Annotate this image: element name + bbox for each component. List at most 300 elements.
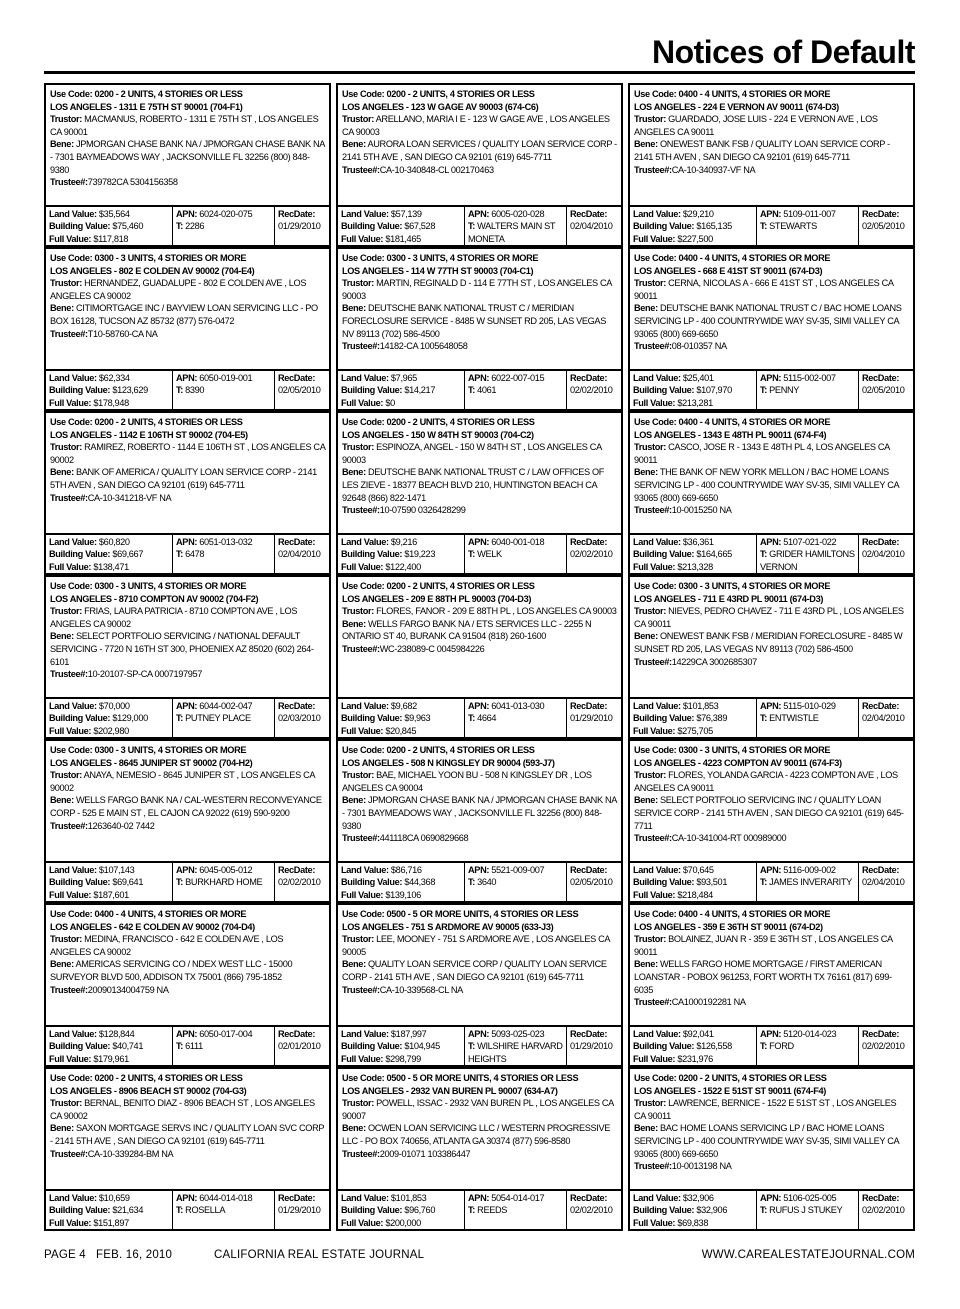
use-code: Use Code: 0200 - 2 UNITS, 4 STORIES OR LESS: [50, 89, 243, 99]
apn-value: 5093-025-023: [491, 1029, 545, 1039]
apn-value: 6044-014-018: [199, 1193, 253, 1203]
bene-value: DEUTSCHE BANK NATIONAL TRUST C / MERIDIAN FORECLOSURE SERVICE - 8485 W SUNSET RD 205, LAS VEGAS NV 89113 (702) 586-4500: [342, 303, 606, 339]
notice-values: [46, 1025, 329, 1065]
trustor-label: Trustor:: [634, 770, 666, 781]
notice-body: [630, 1069, 913, 1194]
trustor-label: Trustor:: [634, 1098, 666, 1109]
trustor-value: MARTIN, REGINALD D - 114 E 77TH ST , LOS ANGELES CA 90003: [342, 278, 612, 301]
trustor-value: MEDINA, FRANCISCO - 642 E COLDEN AVE , LOS ANGELES CA 90002: [50, 934, 284, 957]
recdate-label-line: [570, 1192, 618, 1204]
land-value-line: [341, 1028, 461, 1040]
building-value-line: [633, 1040, 753, 1052]
land-value: $35,564: [98, 209, 130, 219]
trustor-label: Trustor:: [342, 770, 374, 781]
trustor-value: CERNA, NICOLAS A - 666 E 41ST ST , LOS ANGELES CA 90011: [634, 278, 894, 301]
building-value-line: [341, 876, 461, 888]
land-value-line: [49, 1028, 169, 1040]
recdate-value: 02/05/2010: [570, 877, 613, 888]
trustee-line: [634, 164, 909, 177]
full-value-line: [633, 1053, 753, 1065]
full-value-label: Full Value:: [633, 1217, 676, 1228]
apn-value: 5107-021-022: [783, 537, 837, 547]
bene-label: Bene:: [342, 1123, 366, 1134]
use-code: Use Code: 0200 - 2 UNITS, 4 STORIES OR LESS: [50, 1073, 243, 1083]
recdate-cell: [274, 207, 329, 245]
use-code: Use Code: 0200 - 2 UNITS, 4 STORIES OR LESS: [342, 581, 535, 591]
land-value-line: [633, 208, 753, 220]
trustor-line: [634, 933, 909, 958]
notice-values: [338, 697, 621, 737]
notice-card: [44, 739, 331, 903]
use-code: Use Code: 0300 - 3 UNITS, 4 STORIES OR MORE: [342, 253, 539, 263]
trustor-line: [342, 933, 617, 958]
building-value: $14,217: [404, 385, 436, 396]
bene-value: JPMORGAN CHASE BANK NA / JPMORGAN CHASE BANK NA - 7301 BAYMEADOWS WAY , JACKSONVILLE FL 32256 (800) 848-9380: [50, 139, 325, 175]
notice-values: [46, 369, 329, 409]
apn-line: [176, 372, 271, 384]
recdate-cell: [274, 371, 329, 409]
tract-label: T:: [760, 1205, 767, 1216]
notice-body: [338, 1069, 621, 1194]
property-address: LOS ANGELES - 642 E COLDEN AV 90002 (704-D4): [50, 921, 255, 932]
footer-website-link[interactable]: WWW.CAREALESTATEJOURNAL.COM: [701, 1249, 915, 1261]
building-value-line: [49, 548, 169, 560]
bene-label: Bene:: [50, 467, 74, 478]
bene-label: Bene:: [634, 631, 658, 642]
notice-values: [338, 533, 621, 573]
full-value-line: [633, 561, 753, 573]
recdate-label: RecDate:: [570, 373, 608, 383]
apn-label: APN:: [760, 373, 782, 383]
notice-values: [338, 861, 621, 901]
trustor-value: GUARDADO, JOSE LUIS - 224 E VERNON AVE , LOS ANGELES CA 90011: [634, 114, 878, 137]
trustor-line: [634, 441, 909, 466]
apn-cell: [464, 535, 566, 573]
tract-value: WELK: [477, 549, 502, 560]
notice-card: [336, 903, 623, 1067]
apn-label: APN:: [468, 1193, 490, 1203]
trustee-value: CA1000192281 NA: [671, 997, 746, 1008]
property-address: LOS ANGELES - 2932 VAN BUREN PL 90007 (634-A7): [342, 1085, 558, 1096]
apn-label: APN:: [176, 1193, 198, 1203]
property-address: LOS ANGELES - 711 E 43RD PL 90011 (674-D3): [634, 593, 824, 604]
use-code: Use Code: 0200 - 2 UNITS, 4 STORIES OR LESS: [634, 1073, 827, 1083]
building-value-line: [341, 384, 461, 396]
building-value-label: Building Value:: [49, 385, 111, 396]
full-value-label: Full Value:: [341, 1053, 384, 1064]
recdate-value: 02/02/2010: [570, 385, 613, 396]
recdate-label-line: [278, 700, 326, 712]
building-value-line: [633, 548, 753, 560]
apn-cell: [756, 1191, 858, 1229]
bene-value: THE BANK OF NEW YORK MELLON / BAC HOME LOANS SERVICING LP - 400 COUNTRYWIDE WAY SV-35, SIMI VALLEY CA 93065 (800) 669-6650: [634, 467, 899, 503]
land-value-line: [49, 1192, 169, 1204]
trustor-line: [50, 769, 325, 794]
recdate-label: RecDate:: [570, 1193, 608, 1203]
trustor-line: [634, 277, 909, 302]
bene-value: WELLS FARGO BANK NA / ETS SERVICES LLC - 2255 N ONTARIO ST 40, BURANK CA 91504 (818) 260-1600: [342, 618, 592, 642]
full-value-line: [49, 889, 169, 901]
trustor-value: NIEVES, PEDRO CHAVEZ - 711 E 43RD PL , LOS ANGELES CA 90011: [634, 606, 904, 629]
apn-label: APN:: [760, 1193, 782, 1203]
use-code: Use Code: 0300 - 3 UNITS, 4 STORIES OR MORE: [634, 581, 831, 591]
tract-value: 8390: [185, 385, 205, 396]
land-value-line: [341, 536, 461, 548]
apn-cell: [172, 1191, 274, 1229]
bene-value: AURORA LOAN SERVICES / QUALITY LOAN SERVICE CORP - 2141 5TH AVE , SAN DIEGO CA 92101 (619) 645-7711: [342, 139, 617, 162]
full-value: $178,948: [93, 397, 129, 408]
full-value-label: Full Value:: [49, 889, 92, 900]
land-value-label: Land Value:: [633, 701, 681, 711]
trustor-label: Trustor:: [50, 1098, 82, 1109]
trustee-value: CA-10-340848-CL 002170463: [379, 164, 494, 175]
trustor-value: ESPINOZA, ANGEL - 150 W 84TH ST , LOS ANGELES CA 90003: [342, 442, 602, 465]
building-value: $165,135: [696, 221, 732, 232]
full-value: $69,838: [677, 1217, 709, 1228]
recdate-label: RecDate:: [278, 537, 316, 547]
building-value: $93,501: [696, 877, 728, 888]
apn-cell: [172, 371, 274, 409]
full-value-label: Full Value:: [341, 725, 384, 736]
land-value-label: Land Value:: [633, 1029, 681, 1039]
bene-value: WELLS FARGO BANK NA / CAL-WESTERN RECONVEYANCE CORP - 525 E MAIN ST , EL CAJON CA 92022 (619) 590-9200: [50, 795, 322, 818]
property-address: LOS ANGELES - 114 W 77TH ST 90003 (704-C1): [342, 265, 534, 276]
property-address: LOS ANGELES - 8906 BEACH ST 90002 (704-G3): [50, 1085, 247, 1096]
tract-value: 6111: [185, 1041, 203, 1052]
recdate-cell: [274, 535, 329, 573]
land-value: $36,361: [682, 537, 714, 547]
trustor-line: [50, 113, 325, 138]
bene-value: AMERICAS SERVICING CO / NDEX WEST LLC - 15000 SURVEYOR BLVD 500, ADDISON TX 75001 (866) 795-1852: [50, 959, 293, 982]
values-cell: [338, 1191, 464, 1229]
recdate-label: RecDate:: [862, 209, 900, 219]
building-value-label: Building Value:: [633, 1041, 695, 1052]
footer-date: FEB. 16, 2010: [96, 1249, 173, 1261]
trustor-label: Trustor:: [342, 278, 374, 289]
trustor-value: ANAYA, NEMESIO - 8645 JUNIPER ST , LOS ANGELES CA 90002: [50, 770, 315, 793]
land-value-label: Land Value:: [49, 701, 97, 711]
recdate-cell: [858, 371, 913, 409]
notice-values: [338, 369, 621, 409]
recdate-label: RecDate:: [570, 701, 608, 711]
full-value-label: Full Value:: [633, 889, 676, 900]
notice-card: [44, 247, 331, 411]
trustor-value: FRIAS, LAURA PATRICIA - 8710 COMPTON AVE , LOS ANGELES CA 90002: [50, 606, 298, 629]
trustor-line: [634, 605, 909, 630]
recdate-cell: [274, 863, 329, 901]
land-value-line: [49, 864, 169, 876]
bene-value: BANK OF AMERICA / QUALITY LOAN SERVICE CORP - 2141 5TH AVEN , SAN DIEGO CA 92101 (619) 645-7711: [50, 467, 317, 490]
tract-line: [468, 876, 563, 888]
property-address: LOS ANGELES - 751 S ARDMORE AV 90005 (633-J3): [342, 921, 554, 932]
bene-label: Bene:: [50, 631, 74, 642]
land-value: $10,659: [98, 1193, 130, 1203]
full-value-line: [633, 233, 753, 245]
tract-line: [760, 384, 855, 396]
recdate-cell: [566, 371, 621, 409]
bene-label: Bene:: [634, 139, 658, 150]
apn-line: [468, 700, 563, 712]
building-value: $96,760: [404, 1205, 436, 1216]
building-value: $126,558: [696, 1041, 732, 1052]
land-value-label: Land Value:: [341, 701, 389, 711]
apn-label: APN:: [468, 701, 490, 711]
apn-value: 5054-014-017: [491, 1193, 545, 1203]
notice-values: [338, 1189, 621, 1229]
trustee-value: 739782CA 5304156358: [87, 177, 178, 188]
tract-label: T:: [176, 713, 183, 724]
recdate-label-line: [862, 864, 910, 876]
recdate-cell: [858, 207, 913, 245]
land-value: $92,041: [682, 1029, 714, 1039]
trustor-label: Trustor:: [342, 114, 374, 125]
trustor-value: CASCO, JOSE R - 1343 E 48TH PL 4, LOS ANGELES CA 90011: [634, 442, 890, 465]
recdate-cell: [858, 535, 913, 573]
recdate-cell: [274, 699, 329, 737]
trustor-line: [50, 1097, 325, 1122]
land-value-label: Land Value:: [633, 209, 681, 219]
apn-line: [468, 1028, 563, 1040]
full-value-label: Full Value:: [341, 561, 384, 572]
recdate-label-line: [278, 1192, 326, 1204]
building-value-label: Building Value:: [49, 1041, 111, 1052]
apn-value: 6022-007-015: [491, 373, 545, 383]
building-value: $69,641: [112, 877, 144, 888]
notice-card: [628, 411, 915, 575]
recdate-label-line: [570, 208, 618, 220]
apn-line: [760, 1028, 855, 1040]
full-value: $179,961: [93, 1053, 129, 1064]
notice-values: [630, 1025, 913, 1065]
full-value: $151,897: [93, 1217, 129, 1228]
bene-label: Bene:: [50, 795, 74, 806]
land-value: $7,965: [390, 373, 417, 383]
land-value: $128,844: [98, 1029, 135, 1039]
trustee-value: CA-10-339568-CL NA: [379, 984, 463, 995]
notice-body: [46, 249, 329, 374]
apn-line: [176, 1192, 271, 1204]
full-value-line: [633, 1217, 753, 1229]
land-value: $57,139: [390, 209, 422, 219]
apn-label: APN:: [760, 701, 782, 711]
trustor-label: Trustor:: [634, 606, 666, 617]
building-value-line: [341, 1040, 461, 1052]
bene-value: DEUTSCHE BANK NATIONAL TRUST C / LAW OFFICES OF LES ZIEVE - 18377 BEACH BLVD 210, HUNTINGTON BEACH CA 92648 (866) 822-1471: [342, 467, 605, 503]
land-value-line: [49, 372, 169, 384]
use-code: Use Code: 0300 - 3 UNITS, 4 STORIES OR MORE: [50, 581, 247, 591]
apn-label: APN:: [176, 209, 198, 219]
values-cell: [46, 207, 172, 245]
title-rule: [44, 71, 915, 74]
values-cell: [46, 535, 172, 573]
tract-value: WILSHIRE HARVARD HEIGHTS: [468, 1041, 563, 1064]
property-address: LOS ANGELES - 1343 E 48TH PL 90011 (674-F4): [634, 429, 827, 440]
building-value-label: Building Value:: [49, 549, 111, 560]
tract-label: T:: [760, 549, 767, 560]
full-value-label: Full Value:: [633, 725, 676, 736]
full-value-label: Full Value:: [49, 397, 92, 408]
bene-line: [50, 794, 325, 819]
full-value-line: [49, 233, 169, 245]
full-value: $138,471: [93, 561, 129, 572]
bene-line: [50, 138, 325, 176]
apn-label: APN:: [176, 537, 198, 547]
bene-line: [634, 958, 909, 996]
recdate-value: 02/04/2010: [862, 549, 905, 560]
property-address: LOS ANGELES - 209 E 88TH PL 90003 (704-D3): [342, 593, 532, 604]
trustor-label: Trustor:: [634, 934, 666, 945]
full-value: $20,845: [385, 725, 417, 736]
land-value-line: [49, 536, 169, 548]
tract-value: 6478: [185, 549, 205, 560]
tract-label: T:: [468, 549, 475, 560]
building-value: $19,223: [404, 549, 436, 560]
recdate-value: 02/05/2010: [862, 385, 905, 396]
notice-body: [46, 741, 329, 866]
trustor-line: [50, 441, 325, 466]
tract-line: [760, 220, 855, 232]
trustee-label: Trustee#:: [50, 1148, 88, 1159]
apn-value: 5115-010-029: [783, 701, 836, 711]
recdate-label: RecDate:: [570, 865, 608, 875]
full-value: $200,000: [385, 1217, 421, 1228]
recdate-label-line: [862, 700, 910, 712]
tract-value: WALTERS MAIN ST MONETA: [468, 221, 555, 244]
full-value: $275,705: [677, 725, 713, 736]
full-value-line: [633, 725, 753, 737]
recdate-label: RecDate:: [278, 1193, 316, 1203]
bene-label: Bene:: [50, 959, 74, 970]
tract-line: [176, 384, 271, 396]
trustor-value: MACMANUS, ROBERTO - 1311 E 75TH ST , LOS ANGELES CA 90001: [50, 114, 319, 137]
apn-value: 5106-025-005: [783, 1193, 837, 1203]
tract-value: PUTNEY PLACE: [185, 713, 251, 724]
bene-line: [634, 1122, 909, 1160]
tract-label: T:: [760, 1041, 767, 1052]
property-address: LOS ANGELES - 802 E COLDEN AV 90002 (704-E4): [50, 265, 255, 276]
land-value-label: Land Value:: [341, 1193, 389, 1203]
apn-value: 6024-020-075: [199, 209, 253, 219]
full-value-label: Full Value:: [633, 233, 676, 244]
notice-card: [336, 739, 623, 903]
use-code: Use Code: 0400 - 4 UNITS, 4 STORIES OR MORE: [634, 89, 831, 99]
trustor-line: [342, 441, 617, 466]
trustor-value: RAMIREZ, ROBERTO - 1144 E 106TH ST , LOS ANGELES CA 90002: [50, 442, 325, 465]
notice-card: [44, 1067, 331, 1231]
footer-page-number: PAGE 4: [44, 1249, 86, 1261]
recdate-label: RecDate:: [570, 1029, 608, 1039]
notice-body: [338, 741, 621, 866]
notice-card: [628, 1067, 915, 1231]
building-value: $107,970: [696, 385, 732, 396]
trustor-label: Trustor:: [634, 278, 666, 289]
land-value: $86,716: [390, 865, 422, 875]
land-value: $70,645: [682, 865, 714, 875]
full-value-line: [341, 889, 461, 901]
apn-line: [468, 864, 563, 876]
building-value-label: Building Value:: [49, 877, 111, 888]
tract-label: T:: [468, 1205, 475, 1216]
tract-line: [176, 1040, 271, 1052]
land-value-line: [49, 700, 169, 712]
trustee-line: [634, 832, 909, 845]
trustee-label: Trustee#:: [634, 656, 672, 667]
tract-label: T:: [468, 385, 475, 396]
trustor-label: Trustor:: [634, 114, 666, 125]
recdate-value: 02/02/2010: [570, 549, 613, 560]
recdate-cell: [566, 699, 621, 737]
land-value: $60,820: [98, 537, 130, 547]
apn-line: [760, 700, 855, 712]
property-address: LOS ANGELES - 123 W GAGE AV 90003 (674-C6): [342, 101, 539, 112]
apn-label: APN:: [176, 373, 198, 383]
apn-cell: [464, 863, 566, 901]
values-cell: [630, 863, 756, 901]
apn-value: 6044-002-047: [199, 701, 253, 711]
recdate-cell: [566, 535, 621, 573]
apn-value: 5521-009-007: [491, 865, 545, 875]
trustee-line: [342, 164, 617, 177]
notice-card: [44, 83, 331, 247]
tract-line: [468, 220, 563, 245]
recdate-value: 01/29/2010: [570, 713, 613, 724]
full-value-label: Full Value:: [49, 1217, 92, 1228]
notice-card: [336, 247, 623, 411]
full-value: $117,818: [93, 233, 129, 244]
full-value-line: [341, 561, 461, 573]
building-value-line: [49, 1040, 169, 1052]
bene-value: SELECT PORTFOLIO SERVICING INC / QUALITY LOAN SERVICE CORP - 2141 5TH AVEN , SAN DIEGO CA 92101 (619) 645-7711: [634, 795, 904, 831]
trustor-line: [342, 277, 617, 302]
land-value-label: Land Value:: [49, 1029, 97, 1039]
bene-value: ONEWEST BANK FSB / MERIDIAN FORECLOSURE - 8485 W SUNSET RD 205, LAS VEGAS NV 89113 (702) 586-4500: [634, 631, 903, 654]
tract-value: PENNY: [769, 385, 800, 396]
notice-values: [338, 1025, 621, 1065]
recdate-value: 01/29/2010: [570, 1041, 613, 1052]
tract-label: T:: [176, 221, 183, 232]
recdate-value: 02/02/2010: [862, 1041, 905, 1052]
land-value: $70,000: [98, 701, 130, 711]
land-value-label: Land Value:: [341, 209, 389, 219]
building-value-label: Building Value:: [633, 549, 695, 560]
trustee-label: Trustee#:: [342, 505, 380, 516]
apn-line: [176, 864, 271, 876]
building-value-line: [633, 712, 753, 724]
recdate-label: RecDate:: [278, 373, 316, 383]
trustee-label: Trustee#:: [50, 492, 88, 503]
notice-values: [46, 697, 329, 737]
trustor-line: [634, 1097, 909, 1122]
apn-line: [468, 208, 563, 220]
tract-line: [468, 384, 563, 396]
trustor-label: Trustor:: [342, 1098, 374, 1109]
apn-value: 5115-002-007: [783, 373, 836, 383]
building-value: $21,634: [112, 1205, 144, 1216]
building-value-line: [341, 220, 461, 232]
trustee-value: 10-0015250 NA: [671, 505, 732, 516]
trustee-label: Trustee#:: [50, 820, 88, 831]
trustee-line: [50, 328, 325, 341]
apn-value: 6005-020-028: [491, 209, 545, 219]
trustor-line: [342, 769, 617, 794]
full-value: $122,400: [385, 561, 421, 572]
values-cell: [338, 863, 464, 901]
trustor-line: [634, 113, 909, 138]
building-value-line: [341, 548, 461, 560]
apn-label: APN:: [468, 865, 490, 875]
trustee-label: Trustee#:: [634, 505, 672, 516]
trustee-value: 14182-CA 1005648058: [379, 341, 468, 352]
